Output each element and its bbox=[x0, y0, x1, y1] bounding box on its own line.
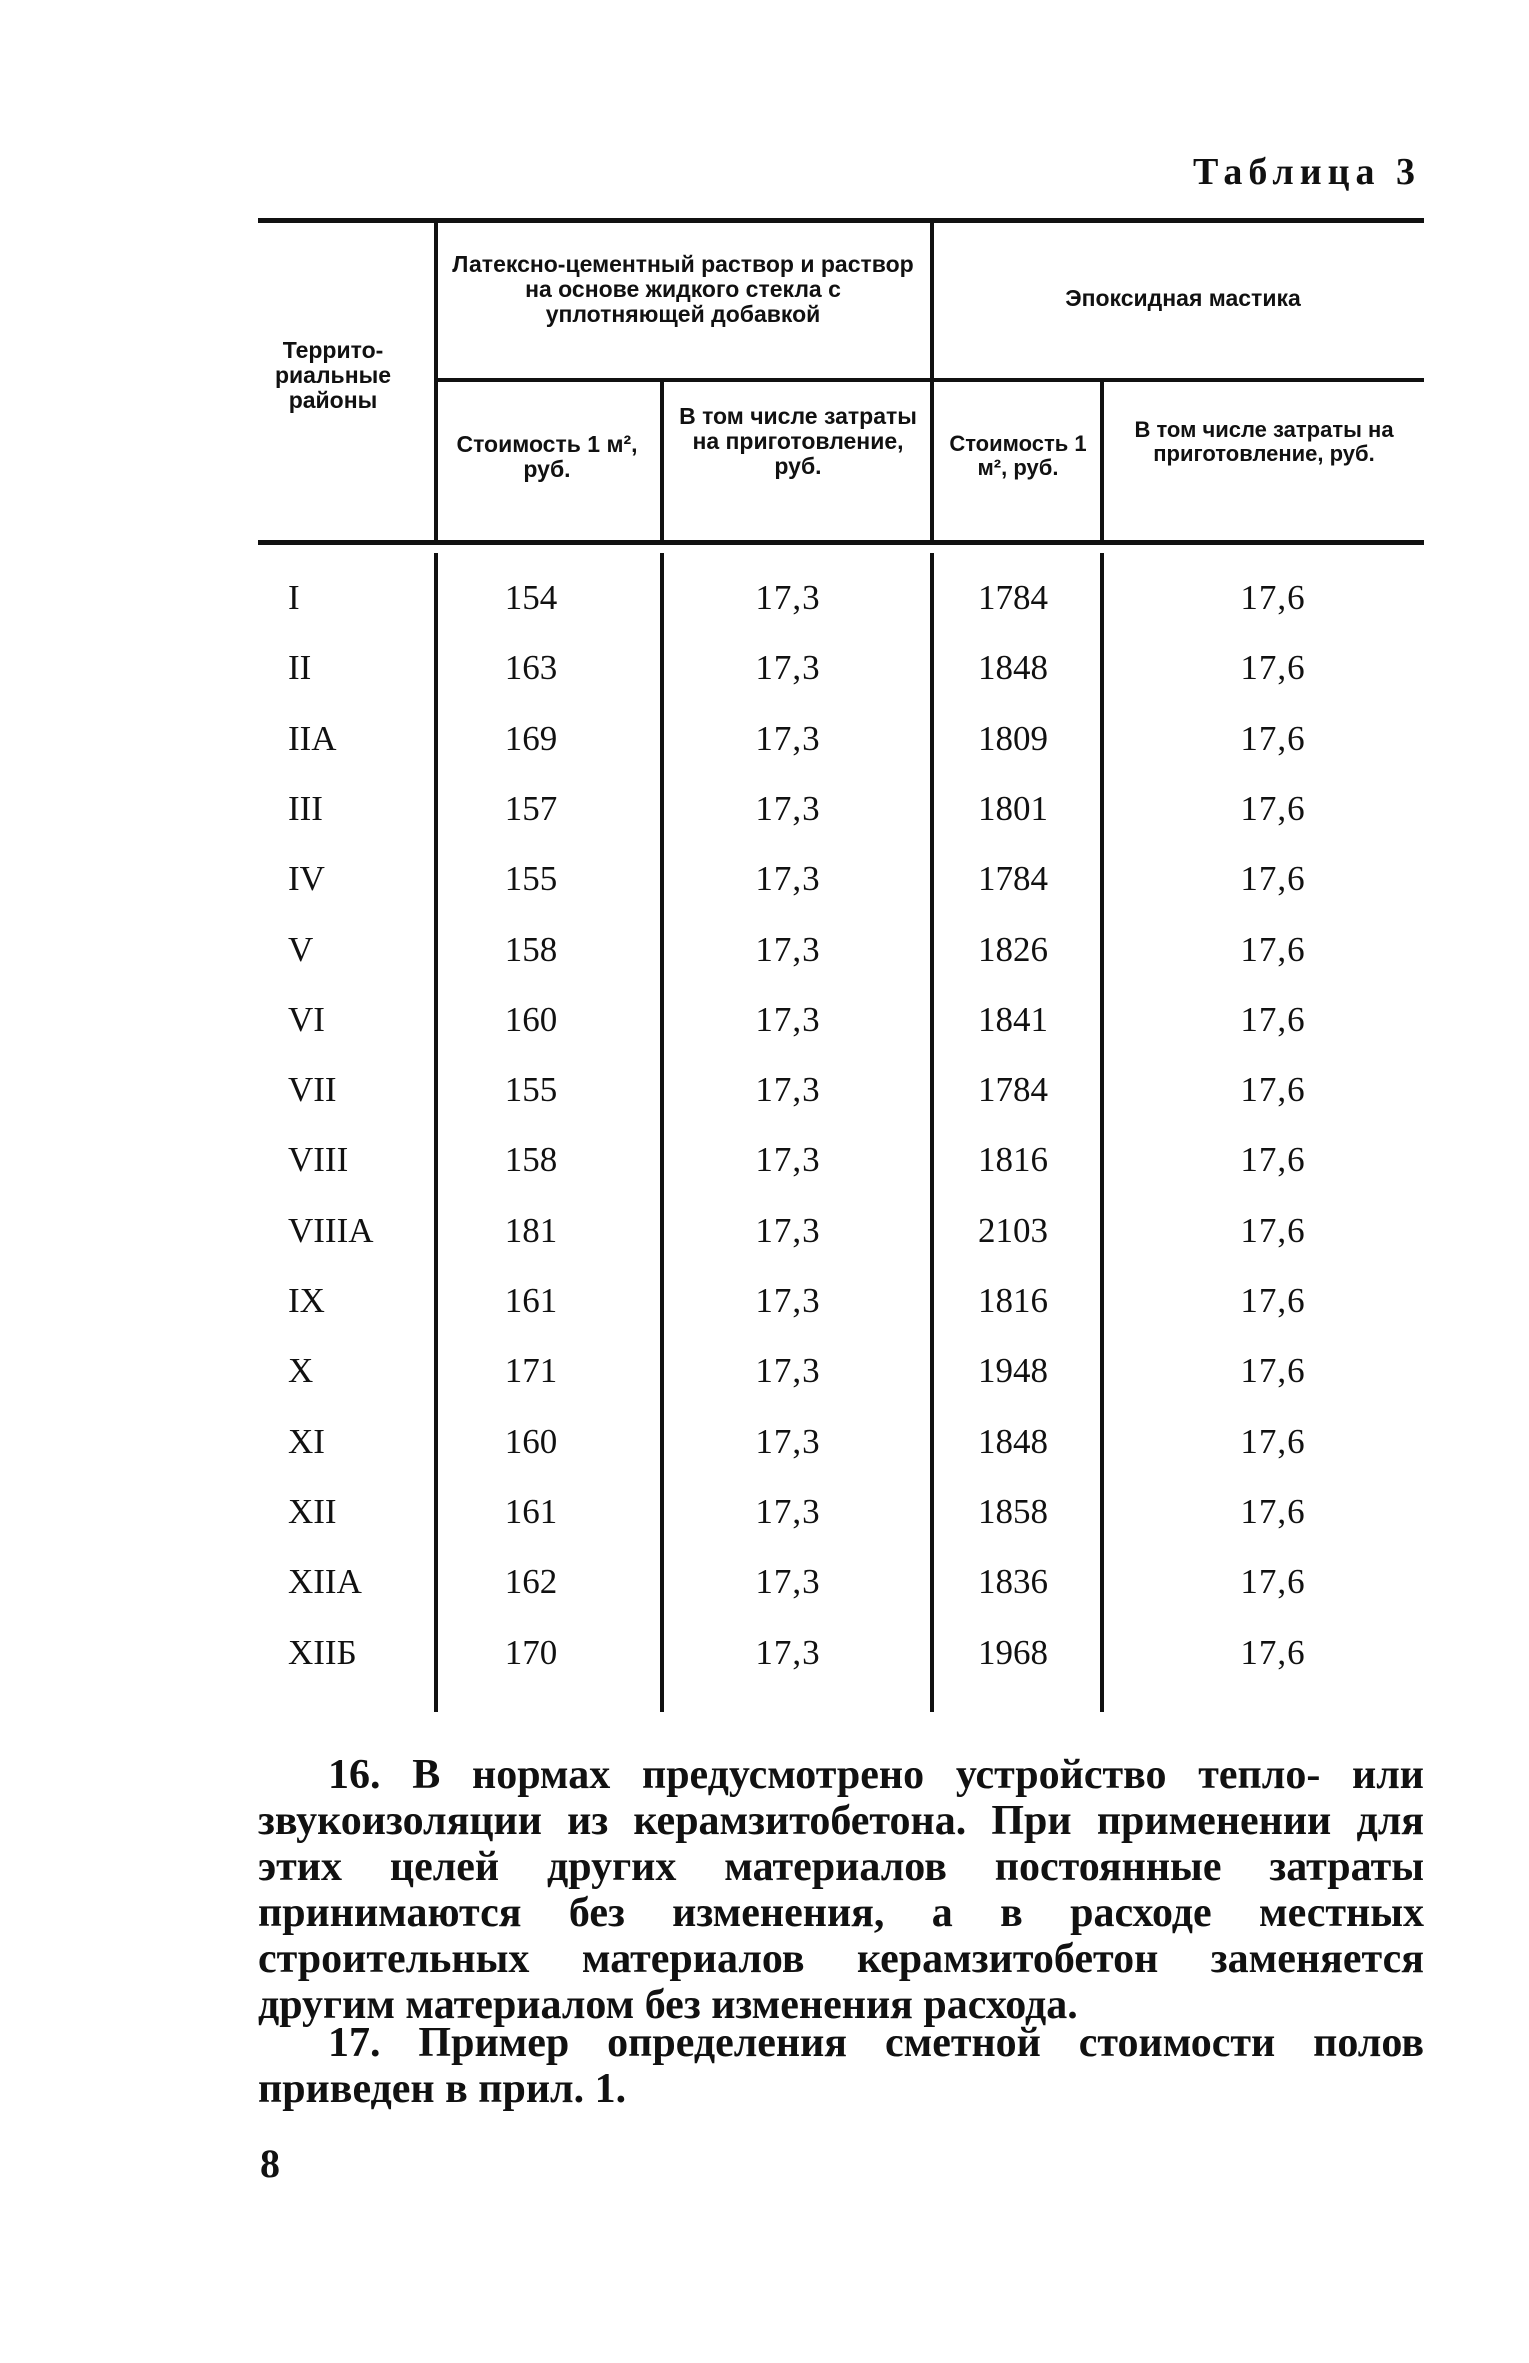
header-group-epoxy: Эпоксидная мастика bbox=[1065, 285, 1301, 311]
col-rule-1-header bbox=[434, 223, 438, 540]
table-cell-cost2: 1948 bbox=[978, 1351, 1048, 1391]
table-cell-prep2: 17,6 bbox=[1240, 1070, 1306, 1110]
header-group-latex: Латексно-цементный раствор и раствор на основе жидкого стекла с уплотняющей добавкой bbox=[452, 251, 914, 327]
table-cell-region: IX bbox=[288, 1281, 325, 1320]
table-cell-cost2: 1968 bbox=[978, 1632, 1048, 1672]
table-cell-cost2: 1848 bbox=[978, 1421, 1048, 1461]
table-cell-region: VII bbox=[288, 1070, 337, 1110]
table-cell-cost1: 158 bbox=[504, 1140, 558, 1180]
table-cell-prep2: 17,6 bbox=[1240, 648, 1306, 688]
table-cell-prep1: 17,3 bbox=[755, 1562, 821, 1602]
table-cell-prep1: 17,3 bbox=[755, 578, 821, 617]
table-cell-prep2: 17,6 bbox=[1240, 859, 1306, 899]
col-rule-3-header bbox=[930, 223, 934, 540]
header-cost-2: Стоимость 1 м², руб. bbox=[949, 431, 1087, 480]
table-cell-prep1: 17,3 bbox=[755, 788, 821, 828]
table-cell-prep2: 17,6 bbox=[1240, 1632, 1306, 1672]
table-cell-prep1: 17,3 bbox=[755, 1070, 821, 1110]
table-cell-region: X bbox=[288, 1351, 314, 1391]
header-cost-1: Стоимость 1 м², руб. bbox=[456, 431, 638, 482]
table-cell-cost1: 171 bbox=[504, 1351, 558, 1391]
table-cell-region: V bbox=[288, 929, 314, 969]
table-cell-cost1: 181 bbox=[504, 1210, 558, 1250]
table-cell-region: II bbox=[288, 648, 312, 688]
table-cell-cost1: 161 bbox=[504, 1491, 558, 1531]
table-cell-cost1: 158 bbox=[504, 929, 558, 969]
table-cell-cost1: 155 bbox=[504, 859, 558, 899]
col-rule-2-body bbox=[660, 553, 664, 1712]
table-cell-region: VIIIA bbox=[288, 1210, 374, 1250]
page-number: 8 bbox=[260, 2141, 280, 2186]
col-rule-2-header bbox=[660, 382, 664, 540]
table-cell-cost2: 2103 bbox=[978, 1210, 1048, 1250]
table-cell-prep1: 17,3 bbox=[755, 648, 821, 688]
table-cell-prep1: 17,3 bbox=[755, 1140, 821, 1180]
table-top-rule bbox=[258, 218, 1424, 223]
header-region: Террито-риальные районы bbox=[274, 337, 392, 413]
table-cell-prep2: 17,6 bbox=[1240, 1421, 1306, 1461]
table-cell-prep1: 17,3 bbox=[755, 718, 821, 758]
table-cell-cost2: 1858 bbox=[978, 1491, 1048, 1531]
table-cell-prep1: 17,3 bbox=[755, 859, 821, 899]
table-cell-prep1: 17,3 bbox=[755, 1281, 821, 1320]
table-cell-prep2: 17,6 bbox=[1240, 999, 1306, 1039]
table-cell-prep2: 17,6 bbox=[1240, 718, 1306, 758]
table-cell-prep2: 17,6 bbox=[1240, 788, 1306, 828]
table-cell-cost2: 1816 bbox=[978, 1140, 1048, 1180]
table-cell-cost1: 170 bbox=[504, 1632, 558, 1672]
col-rule-4-header bbox=[1100, 382, 1104, 540]
table-cell-prep2: 17,6 bbox=[1240, 1491, 1306, 1531]
table-cell-cost1: 169 bbox=[504, 718, 558, 758]
col-rule-4-body bbox=[1100, 553, 1104, 1712]
table-cell-prep1: 17,3 bbox=[755, 1632, 821, 1672]
table-cell-cost1: 157 bbox=[504, 788, 558, 828]
table-cell-prep1: 17,3 bbox=[755, 1351, 821, 1391]
table-cell-cost1: 161 bbox=[504, 1281, 558, 1320]
table-cell-prep2: 17,6 bbox=[1240, 929, 1306, 969]
table-cell-prep1: 17,3 bbox=[755, 1210, 821, 1250]
table-cell-cost2: 1848 bbox=[978, 648, 1048, 688]
table-cell-cost2: 1841 bbox=[978, 999, 1048, 1039]
paragraph-16 bbox=[258, 1752, 1424, 2028]
cost-table bbox=[258, 218, 1424, 1712]
table-cell-prep1: 17,3 bbox=[755, 999, 821, 1039]
table-cell-prep1: 17,3 bbox=[755, 929, 821, 969]
table-cell-cost1: 160 bbox=[504, 1421, 558, 1461]
paragraph-16-text: В нормах предусмотрено устройство тепло- или звукоизоляции из керамзитобетона. При применении для этих целей других материалов постоянные затраты принимаются без изменения, а в расходе местных строительных материалов керамзитобетон заменяется другим материалом без изменения расхода. bbox=[258, 1752, 1425, 2028]
table-cell-prep2: 17,6 bbox=[1240, 1562, 1306, 1602]
table-cell-cost1: 154 bbox=[504, 578, 558, 617]
table-cell-cost2: 1816 bbox=[978, 1281, 1048, 1320]
table-cell-cost1: 162 bbox=[504, 1562, 558, 1602]
table-cell-prep2: 17,6 bbox=[1240, 1140, 1306, 1180]
paragraph-17-text: Пример определения сметной стоимости полов приведен в прил. 1. bbox=[258, 2020, 1425, 2112]
header-bottom-rule bbox=[258, 540, 1424, 545]
table-cell-cost2: 1784 bbox=[978, 578, 1048, 617]
table-cell-cost2: 1801 bbox=[978, 788, 1048, 828]
table-cell-cost2: 1784 bbox=[978, 1070, 1048, 1110]
table-cell-cost1: 155 bbox=[504, 1070, 558, 1110]
paragraph-17 bbox=[258, 2020, 1424, 2112]
paragraph-16-number: 16. bbox=[328, 1752, 381, 1798]
paragraph-17-number: 17. bbox=[328, 2020, 381, 2066]
table-cell-cost1: 160 bbox=[504, 999, 558, 1039]
table-cell-prep2: 17,6 bbox=[1240, 1281, 1306, 1320]
table-cell-prep1: 17,3 bbox=[755, 1421, 821, 1461]
table-cell-cost2: 1784 bbox=[978, 859, 1048, 899]
table-cell-region: XI bbox=[288, 1421, 325, 1461]
table-cell-cost2: 1809 bbox=[978, 718, 1048, 758]
table-cell-region: XII bbox=[288, 1491, 337, 1531]
table-cell-region: I bbox=[288, 578, 300, 617]
table-cell-region: III bbox=[288, 788, 323, 828]
table-cell-prep2: 17,6 bbox=[1240, 1351, 1306, 1391]
table-cell-region: VI bbox=[288, 999, 325, 1039]
col-rule-3-body bbox=[930, 553, 934, 1712]
table-caption: Таблица 3 bbox=[1192, 151, 1421, 193]
table-cell-cost1: 163 bbox=[504, 648, 558, 688]
table-cell-prep2: 17,6 bbox=[1240, 578, 1306, 617]
table-cell-region: VIII bbox=[288, 1140, 349, 1180]
table-cell-prep2: 17,6 bbox=[1240, 1210, 1306, 1250]
table-cell-cost2: 1826 bbox=[978, 929, 1048, 969]
table-cell-region: IIA bbox=[288, 718, 337, 758]
table-cell-region: XIIБ bbox=[288, 1632, 357, 1672]
table-cell-prep1: 17,3 bbox=[755, 1491, 821, 1531]
table-cell-cost2: 1836 bbox=[978, 1562, 1048, 1602]
header-prep-2: В том числе затраты на приготовление, руб. bbox=[1134, 417, 1394, 466]
table-cell-region: XIIA bbox=[288, 1562, 362, 1602]
table-cell-region: IV bbox=[288, 859, 325, 899]
header-prep-1: В том числе затраты на приготовление, руб. bbox=[679, 403, 917, 479]
